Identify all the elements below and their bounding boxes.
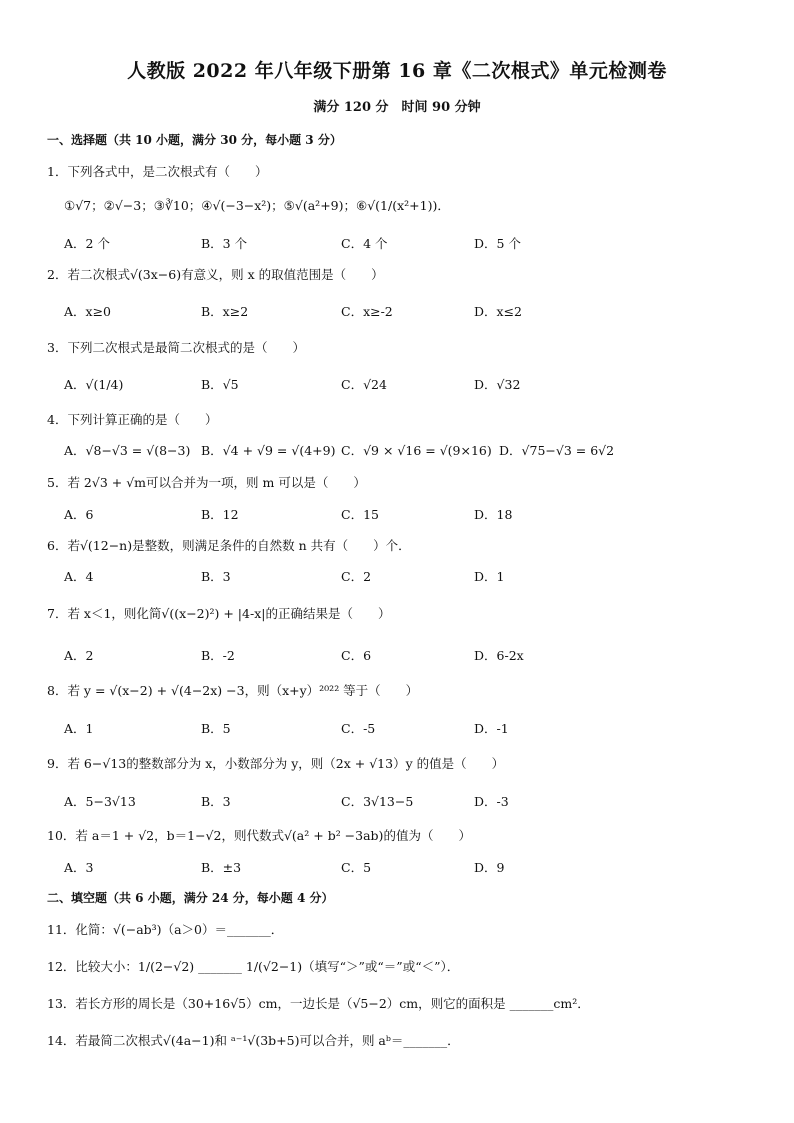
option-c: C．3√13−5: [341, 794, 414, 809]
option-b: B．3 个: [201, 236, 248, 251]
question-11: 11．化简：√(−ab³)（a＞0）＝_______．: [47, 922, 284, 937]
option-c: C．-5: [341, 721, 376, 736]
question-14: 14．若最简二次根式√(4a−1)和 ᵃ⁻¹√(3b+5)可以合并，则 aᵇ＝_______．: [47, 1033, 460, 1048]
option-c: C．4 个: [341, 236, 388, 251]
question-9: 9．若 6−√13的整数部分为 x，小数部分为 y，则（2x + √13）y 的值是（ ）: [47, 756, 505, 771]
option-c: C．x≥-2: [341, 304, 393, 319]
option-d: D．-3: [474, 794, 509, 809]
question-5: 5．若 2√3 + √m可以合并为一项，则 m 可以是（ ）: [47, 475, 366, 490]
option-b: B．5: [201, 721, 231, 736]
question-3: 3．下列二次根式是最简二次根式的是（ ）: [47, 340, 305, 355]
question-2: 2．若二次根式√(3x−6)有意义，则 x 的取值范围是（ ）: [47, 267, 384, 282]
option-c: C．5: [341, 860, 372, 875]
question-6: 6．若√(12−n)是整数，则满足条件的自然数 n 共有（ ）个．: [47, 538, 411, 553]
option-a: A．4: [64, 569, 94, 584]
option-a: A．2 个: [64, 236, 110, 251]
option-c: C．√24: [341, 377, 387, 392]
option-d: D．-1: [474, 721, 509, 736]
question-13: 13．若长方形的周长是（30+16√5）cm，一边长是（√5−2）cm，则它的面积是 _______cm²．: [47, 996, 590, 1011]
option-b: B．±3: [201, 860, 242, 875]
option-a: A．x≥0: [64, 304, 112, 319]
option-d: D．5 个: [474, 236, 521, 251]
option-a: A．1: [64, 721, 94, 736]
option-c: C．√9 × √16 = √(9×16): [341, 443, 492, 458]
option-b: B．3: [201, 569, 231, 584]
option-a: A．6: [64, 507, 94, 522]
option-c: C．15: [341, 507, 379, 522]
question-10: 10．若 a＝1 + √2，b＝1−√2，则代数式√(a² + b² −3ab)的值为（ ）: [47, 828, 471, 843]
option-d: D．√32: [474, 377, 521, 392]
option-b: B．12: [201, 507, 239, 522]
option-a: A．3: [64, 860, 94, 875]
option-a: A．√8−√3 = √(8−3): [64, 443, 191, 458]
option-d: D．1: [474, 569, 505, 584]
question-4: 4．下列计算正确的是（ ）: [47, 412, 218, 427]
option-d: D．x≤2: [474, 304, 522, 319]
question-12: 12．比较大小：1/(2−√2) _______ 1/(√2−1)（填写“＞”或“＝”或“＜”）．: [47, 959, 460, 974]
option-d: D．9: [474, 860, 505, 875]
question-8: 8．若 y = √(x−2) + √(4−2x) −3，则（x+y）²⁰²² 等于（ ）: [47, 683, 419, 698]
option-d: D．18: [474, 507, 513, 522]
section-heading-choice: 一、选择题（共 10 小题，满分 30 分，每小题 3 分）: [47, 133, 342, 147]
page-title: 人教版 2022 年八年级下册第 16 章《二次根式》单元检测卷: [127, 60, 667, 82]
question-1: 1．下列各式中，是二次根式有（ ）: [47, 164, 268, 179]
option-c: C．6: [341, 648, 372, 663]
option-d: D．6-2x: [474, 648, 524, 663]
option-b: B．√4 + √9 = √(4+9): [201, 443, 336, 458]
question-7: 7．若 x＜1，则化简√((x−2)²) + |4-x|的正确结果是（ ）: [47, 606, 391, 621]
option-b: B．√5: [201, 377, 239, 392]
option-a: A．√(1/4): [64, 377, 124, 392]
section-heading-fill: 二、填空题（共 6 小题，满分 24 分，每小题 4 分）: [47, 891, 334, 905]
question-1-items: ①√7；②√−3；③∛10；④√(−3−x²)；⑤√(a²+9)；⑥√(1/(x²+1))．: [64, 198, 450, 213]
option-a: A．5−3√13: [64, 794, 136, 809]
option-b: B．3: [201, 794, 231, 809]
page-subtitle: 满分 120 分 时间 90 分钟: [313, 100, 481, 115]
option-a: A．2: [64, 648, 94, 663]
option-d: D．√75−√3 = 6√2: [499, 443, 615, 458]
option-b: B．-2: [201, 648, 235, 663]
option-b: B．x≥2: [201, 304, 249, 319]
option-c: C．2: [341, 569, 372, 584]
